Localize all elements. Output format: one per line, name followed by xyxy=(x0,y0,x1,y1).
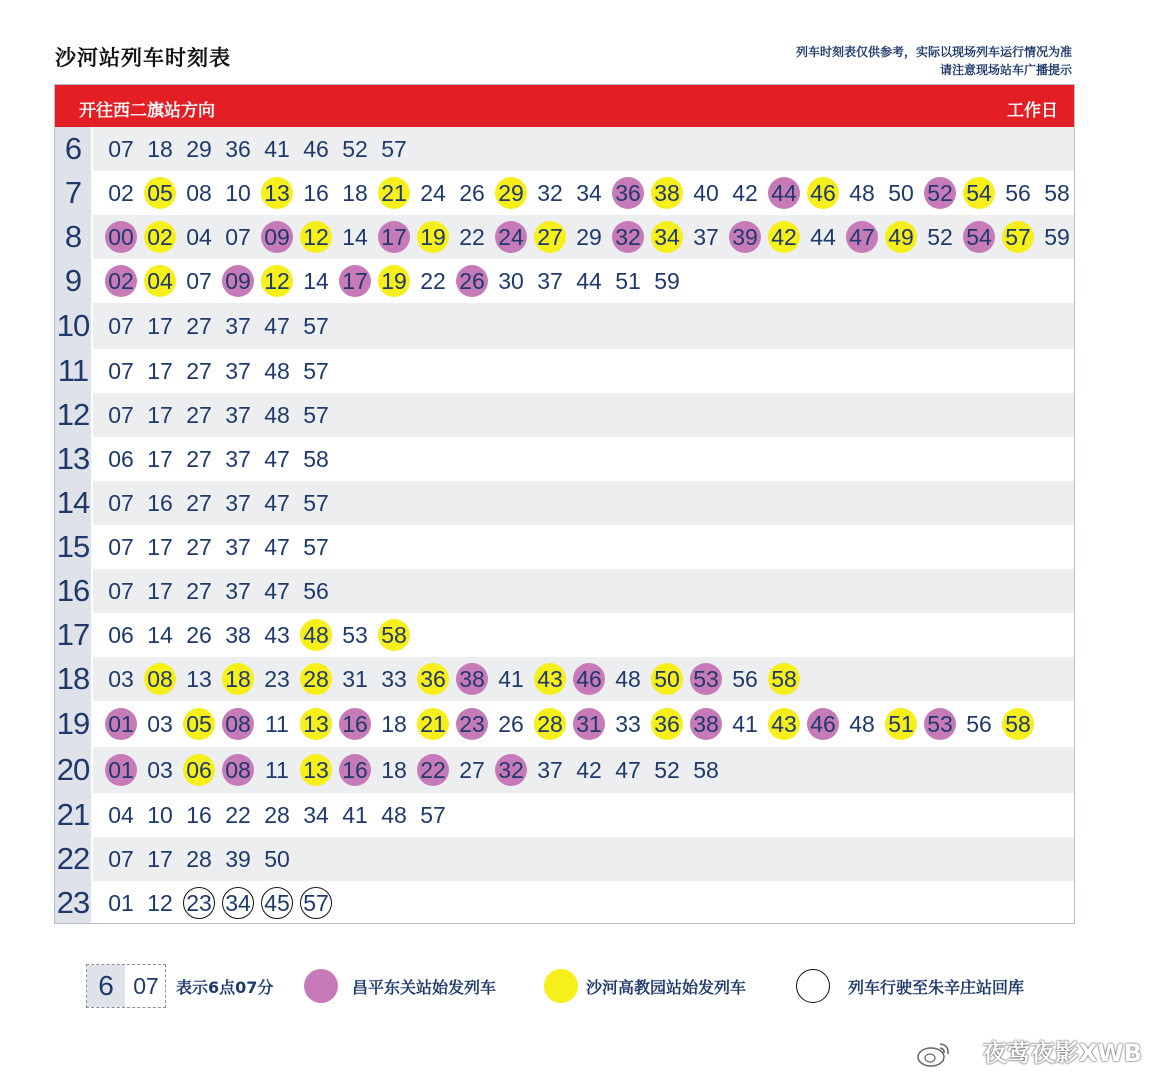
departure-minute: 42 xyxy=(576,756,602,783)
departure-minute: 14 xyxy=(147,621,173,648)
departure-minute: 07 xyxy=(108,845,134,872)
departure-minute: 47 xyxy=(264,489,290,516)
departure-minute: 34 xyxy=(576,179,602,206)
minute-list xyxy=(105,215,1070,259)
departure-minute-changping-origin: 52 xyxy=(924,177,956,209)
minute-list xyxy=(105,259,1070,303)
timetable-row xyxy=(55,837,1074,881)
departure-minute: 17 xyxy=(147,533,173,560)
departure-minute: 03 xyxy=(108,665,134,692)
departure-minute: 26 xyxy=(459,179,485,206)
departure-minute-shahe-origin: 21 xyxy=(378,177,410,209)
departure-minute: 57 xyxy=(303,401,329,428)
departure-minute: 52 xyxy=(927,223,953,250)
departure-minute: 11 xyxy=(265,710,289,737)
departure-minute: 56 xyxy=(303,577,329,604)
departure-minute-changping-origin: 38 xyxy=(456,663,488,695)
minute-list xyxy=(105,569,1070,613)
departure-minute: 43 xyxy=(264,621,290,648)
departure-minute-shahe-origin: 36 xyxy=(417,663,449,695)
departure-minute: 17 xyxy=(147,845,173,872)
departure-minute: 47 xyxy=(264,445,290,472)
departure-minute-changping-origin: 09 xyxy=(261,221,293,253)
departure-minute-shahe-origin: 08 xyxy=(144,663,176,695)
departure-minute-changping-origin: 16 xyxy=(339,708,371,740)
timetable-row xyxy=(55,303,1074,349)
departure-minute-shahe-origin: 18 xyxy=(222,663,254,695)
departure-minute: 07 xyxy=(108,533,134,560)
departure-minute: 41 xyxy=(732,710,758,737)
minute-list xyxy=(105,437,1070,481)
departure-minute: 48 xyxy=(849,179,875,206)
departure-minute: 07 xyxy=(108,489,134,516)
departure-minute-changping-origin: 08 xyxy=(222,708,254,740)
departure-minute: 51 xyxy=(615,267,641,294)
departure-minute-changping-origin: 23 xyxy=(456,708,488,740)
departure-minute-shahe-origin: 51 xyxy=(885,708,917,740)
minute-list xyxy=(105,393,1070,437)
minute-list xyxy=(105,747,1070,793)
departure-minute: 30 xyxy=(498,267,524,294)
departure-minute: 53 xyxy=(342,621,368,648)
timetable-notes xyxy=(796,43,1072,79)
departure-minute: 50 xyxy=(888,179,914,206)
departure-minute: 11 xyxy=(265,756,289,783)
departure-minute: 22 xyxy=(459,223,485,250)
departure-minute: 37 xyxy=(225,401,251,428)
minute-list xyxy=(105,613,1070,657)
day-type-label: 工作日 xyxy=(1007,101,1058,121)
departure-minute: 59 xyxy=(1044,223,1070,250)
minute-list xyxy=(105,127,1070,171)
departure-minute: 37 xyxy=(225,357,251,384)
departure-minute-changping-origin: 17 xyxy=(378,221,410,253)
departure-minute: 34 xyxy=(303,801,329,828)
departure-minute-shahe-origin: 58 xyxy=(768,663,800,695)
departure-minute-changping-origin: 09 xyxy=(222,265,254,297)
departure-minute-shahe-origin: 05 xyxy=(144,177,176,209)
departure-minute: 07 xyxy=(108,312,134,339)
departure-minute-shahe-origin: 48 xyxy=(300,619,332,651)
departure-minute-changping-origin: 17 xyxy=(339,265,371,297)
departure-minute-shahe-origin: 27 xyxy=(534,221,566,253)
departure-minute: 41 xyxy=(264,135,290,162)
departure-minute-shahe-origin: 05 xyxy=(183,708,215,740)
departure-minute-changping-origin: 22 xyxy=(417,754,449,786)
departure-minute: 26 xyxy=(186,621,212,648)
departure-minute-shahe-origin: 13 xyxy=(261,177,293,209)
departure-minute: 06 xyxy=(108,445,134,472)
timetable-row xyxy=(55,171,1074,215)
departure-minute: 57 xyxy=(303,357,329,384)
departure-minute-shahe-origin: 13 xyxy=(300,708,332,740)
timetable-row xyxy=(55,215,1074,259)
departure-minute: 56 xyxy=(1005,179,1031,206)
departure-minute-shahe-origin: 42 xyxy=(768,221,800,253)
departure-minute: 14 xyxy=(303,267,329,294)
departure-minute-changping-origin: 31 xyxy=(573,708,605,740)
departure-minute: 41 xyxy=(342,801,368,828)
departure-minute: 24 xyxy=(420,179,446,206)
departure-minute-shahe-origin: 46 xyxy=(807,177,839,209)
legend-example-text: 表示6点07分 xyxy=(176,978,274,997)
departure-minute: 37 xyxy=(225,445,251,472)
departure-minute-shahe-origin: 38 xyxy=(651,177,683,209)
departure-minute: 29 xyxy=(186,135,212,162)
departure-minute: 17 xyxy=(147,577,173,604)
timetable xyxy=(54,84,1075,924)
weibo-logo-icon xyxy=(916,1040,952,1068)
departure-minute: 10 xyxy=(225,179,251,206)
departure-minute: 52 xyxy=(342,135,368,162)
departure-minute: 33 xyxy=(381,665,407,692)
departure-minute: 39 xyxy=(225,845,251,872)
departure-minute: 17 xyxy=(147,357,173,384)
departure-minute-shahe-origin: 02 xyxy=(144,221,176,253)
departure-minute-to-depot: 45 xyxy=(261,887,293,919)
departure-minute: 07 xyxy=(108,357,134,384)
departure-minute: 23 xyxy=(264,665,290,692)
departure-minute-changping-origin: 26 xyxy=(456,265,488,297)
departure-minute-shahe-origin: 19 xyxy=(417,221,449,253)
departure-minute: 07 xyxy=(225,223,251,250)
departure-minute-shahe-origin: 34 xyxy=(651,221,683,253)
departure-minute-changping-origin: 01 xyxy=(105,708,137,740)
departure-minute-changping-origin: 00 xyxy=(105,221,137,253)
departure-minute: 52 xyxy=(654,756,680,783)
minute-list xyxy=(105,481,1070,525)
departure-minute: 57 xyxy=(381,135,407,162)
departure-minute-shahe-origin: 12 xyxy=(300,221,332,253)
hour-label: 13 xyxy=(55,437,93,481)
departure-minute: 07 xyxy=(186,267,212,294)
minute-list xyxy=(105,525,1070,569)
departure-minute: 18 xyxy=(381,710,407,737)
legend-purple-text: 昌平东关站始发列车 xyxy=(352,978,497,997)
legend-example-box xyxy=(86,964,166,1008)
departure-minute-shahe-origin: 43 xyxy=(768,708,800,740)
departure-minute: 37 xyxy=(537,756,563,783)
departure-minute: 13 xyxy=(186,665,212,692)
departure-minute: 48 xyxy=(264,357,290,384)
departure-minute-shahe-origin: 49 xyxy=(885,221,917,253)
departure-minute: 26 xyxy=(498,710,524,737)
departure-minute: 03 xyxy=(147,710,173,737)
departure-minute: 57 xyxy=(420,801,446,828)
departure-minute-shahe-origin: 28 xyxy=(534,708,566,740)
departure-minute: 17 xyxy=(147,401,173,428)
minute-list xyxy=(105,837,1070,881)
hour-label: 21 xyxy=(55,793,93,837)
hour-label: 19 xyxy=(55,701,93,747)
departure-minute: 04 xyxy=(108,801,134,828)
departure-minute: 47 xyxy=(264,533,290,560)
page-title: 沙河站列车时刻表 xyxy=(55,46,231,70)
departure-minute: 46 xyxy=(303,135,329,162)
legend-example-minute: 07 xyxy=(133,972,159,999)
departure-minute-changping-origin: 53 xyxy=(924,708,956,740)
departure-minute-shahe-origin: 21 xyxy=(417,708,449,740)
departure-minute: 47 xyxy=(264,577,290,604)
departure-minute: 57 xyxy=(303,312,329,339)
departure-minute: 18 xyxy=(381,756,407,783)
departure-minute-shahe-origin: 58 xyxy=(1002,708,1034,740)
hour-label: 20 xyxy=(55,747,93,793)
minute-list xyxy=(105,171,1070,215)
departure-minute: 17 xyxy=(147,445,173,472)
departure-minute-shahe-origin: 04 xyxy=(144,265,176,297)
departure-minute: 28 xyxy=(186,845,212,872)
departure-minute: 22 xyxy=(225,801,251,828)
departure-minute: 48 xyxy=(849,710,875,737)
departure-minute: 56 xyxy=(966,710,992,737)
hour-label: 17 xyxy=(55,613,93,657)
departure-minute: 37 xyxy=(537,267,563,294)
hour-label: 11 xyxy=(55,349,93,393)
departure-minute: 48 xyxy=(264,401,290,428)
departure-minute: 10 xyxy=(147,801,173,828)
departure-minute-changping-origin: 53 xyxy=(690,663,722,695)
departure-minute-changping-origin: 08 xyxy=(222,754,254,786)
timetable-row xyxy=(55,793,1074,837)
departure-minute: 58 xyxy=(693,756,719,783)
legend-example-hour: 6 xyxy=(87,965,125,1007)
departure-minute: 47 xyxy=(615,756,641,783)
timetable-row xyxy=(55,657,1074,701)
departure-minute: 58 xyxy=(1044,179,1070,206)
departure-minute: 50 xyxy=(264,845,290,872)
purple-dot-icon xyxy=(304,969,338,1003)
hour-label: 18 xyxy=(55,657,93,701)
departure-minute: 28 xyxy=(264,801,290,828)
departure-minute-shahe-origin: 12 xyxy=(261,265,293,297)
departure-minute: 27 xyxy=(186,445,212,472)
departure-minute-changping-origin: 39 xyxy=(729,221,761,253)
departure-minute: 16 xyxy=(186,801,212,828)
hour-label: 15 xyxy=(55,525,93,569)
minute-list xyxy=(105,303,1070,349)
timetable-row xyxy=(55,569,1074,613)
departure-minute: 06 xyxy=(108,621,134,648)
departure-minute-changping-origin: 36 xyxy=(612,177,644,209)
departure-minute: 16 xyxy=(303,179,329,206)
departure-minute: 32 xyxy=(537,179,563,206)
timetable-row xyxy=(55,525,1074,569)
departure-minute: 57 xyxy=(303,533,329,560)
minute-list xyxy=(105,881,1070,924)
departure-minute: 42 xyxy=(732,179,758,206)
departure-minute-shahe-origin: 58 xyxy=(378,619,410,651)
departure-minute-changping-origin: 46 xyxy=(573,663,605,695)
departure-minute: 27 xyxy=(186,577,212,604)
departure-minute: 41 xyxy=(498,665,524,692)
departure-minute-changping-origin: 44 xyxy=(768,177,800,209)
departure-minute: 04 xyxy=(186,223,212,250)
legend-yellow-text: 沙河高教园站始发列车 xyxy=(586,978,747,997)
timetable-row xyxy=(55,747,1074,793)
note-line-2: 请注意现场站车广播提示 xyxy=(939,63,1072,77)
timetable-row xyxy=(55,259,1074,303)
departure-minute: 48 xyxy=(381,801,407,828)
departure-minute: 37 xyxy=(225,533,251,560)
departure-minute: 02 xyxy=(108,179,134,206)
departure-minute-shahe-origin: 13 xyxy=(300,754,332,786)
departure-minute: 59 xyxy=(654,267,680,294)
departure-minute: 47 xyxy=(264,312,290,339)
hour-label: 14 xyxy=(55,481,93,525)
departure-minute: 29 xyxy=(576,223,602,250)
departure-minute: 18 xyxy=(147,135,173,162)
departure-minute: 37 xyxy=(225,577,251,604)
departure-minute: 27 xyxy=(186,401,212,428)
departure-minute: 37 xyxy=(693,223,719,250)
departure-minute-to-depot: 34 xyxy=(222,887,254,919)
departure-minute: 40 xyxy=(693,179,719,206)
yellow-dot-icon xyxy=(544,969,578,1003)
departure-minute-shahe-origin: 36 xyxy=(651,708,683,740)
departure-minute: 56 xyxy=(732,665,758,692)
departure-minute-shahe-origin: 29 xyxy=(495,177,527,209)
departure-minute: 37 xyxy=(225,312,251,339)
departure-minute-to-depot: 57 xyxy=(300,887,332,919)
departure-minute-changping-origin: 54 xyxy=(963,221,995,253)
departure-minute-changping-origin: 38 xyxy=(690,708,722,740)
legend xyxy=(86,964,1086,1008)
departure-minute: 36 xyxy=(225,135,251,162)
departure-minute: 22 xyxy=(420,267,446,294)
hour-label: 8 xyxy=(55,215,93,259)
departure-minute: 03 xyxy=(147,756,173,783)
departure-minute-shahe-origin: 19 xyxy=(378,265,410,297)
timetable-row xyxy=(55,127,1074,171)
departure-minute-shahe-origin: 54 xyxy=(963,177,995,209)
departure-minute-changping-origin: 16 xyxy=(339,754,371,786)
departure-minute: 07 xyxy=(108,135,134,162)
departure-minute-shahe-origin: 28 xyxy=(300,663,332,695)
minute-list xyxy=(105,701,1070,747)
departure-minute: 44 xyxy=(810,223,836,250)
departure-minute: 37 xyxy=(225,489,251,516)
departure-minute: 27 xyxy=(186,357,212,384)
timetable-row xyxy=(55,613,1074,657)
departure-minute-changping-origin: 02 xyxy=(105,265,137,297)
hour-label: 12 xyxy=(55,393,93,437)
timetable-row xyxy=(55,881,1074,924)
hour-label: 7 xyxy=(55,171,93,215)
departure-minute: 27 xyxy=(459,756,485,783)
hour-label: 23 xyxy=(55,881,93,924)
minute-list xyxy=(105,349,1070,393)
timetable-row xyxy=(55,437,1074,481)
departure-minute-shahe-origin: 50 xyxy=(651,663,683,695)
hour-label: 6 xyxy=(55,127,93,171)
departure-minute: 12 xyxy=(147,889,173,916)
departure-minute: 58 xyxy=(303,445,329,472)
timetable-row xyxy=(55,349,1074,393)
departure-minute: 16 xyxy=(147,489,173,516)
departure-minute: 08 xyxy=(186,179,212,206)
departure-minute: 18 xyxy=(342,179,368,206)
timetable-row xyxy=(55,701,1074,747)
direction-label: 开往西二旗站方向 xyxy=(79,101,215,121)
departure-minute-changping-origin: 32 xyxy=(495,754,527,786)
departure-minute: 57 xyxy=(303,489,329,516)
departure-minute: 27 xyxy=(186,312,212,339)
departure-minute: 31 xyxy=(342,665,368,692)
departure-minute: 14 xyxy=(342,223,368,250)
departure-minute: 38 xyxy=(225,621,251,648)
watermark: 夜莺夜影XWB xyxy=(982,1039,1142,1067)
departure-minute: 17 xyxy=(147,312,173,339)
timetable-rows xyxy=(55,127,1074,924)
hour-label: 10 xyxy=(55,303,93,349)
timetable-row xyxy=(55,481,1074,525)
departure-minute-shahe-origin: 06 xyxy=(183,754,215,786)
departure-minute: 27 xyxy=(186,489,212,516)
departure-minute: 27 xyxy=(186,533,212,560)
departure-minute: 01 xyxy=(108,889,134,916)
minute-list xyxy=(105,793,1070,837)
departure-minute: 33 xyxy=(615,710,641,737)
departure-minute-shahe-origin: 57 xyxy=(1002,221,1034,253)
departure-minute: 44 xyxy=(576,267,602,294)
departure-minute-changping-origin: 46 xyxy=(807,708,839,740)
departure-minute: 48 xyxy=(615,665,641,692)
departure-minute-changping-origin: 47 xyxy=(846,221,878,253)
departure-minute-shahe-origin: 43 xyxy=(534,663,566,695)
departure-minute-changping-origin: 32 xyxy=(612,221,644,253)
departure-minute-changping-origin: 01 xyxy=(105,754,137,786)
departure-minute-to-depot: 23 xyxy=(183,887,215,919)
hour-label: 16 xyxy=(55,569,93,613)
hour-label: 9 xyxy=(55,259,93,303)
departure-minute-changping-origin: 24 xyxy=(495,221,527,253)
hour-label: 22 xyxy=(55,837,93,881)
outline-circle-icon xyxy=(796,969,830,1003)
departure-minute: 07 xyxy=(108,577,134,604)
legend-circle-text: 列车行驶至朱辛庄站回库 xyxy=(848,978,1025,997)
note-line-1: 列车时刻表仅供参考，实际以现场列车运行情况为准 xyxy=(795,45,1072,59)
timetable-header xyxy=(55,85,1074,127)
minute-list xyxy=(105,657,1070,701)
timetable-row xyxy=(55,393,1074,437)
departure-minute: 07 xyxy=(108,401,134,428)
